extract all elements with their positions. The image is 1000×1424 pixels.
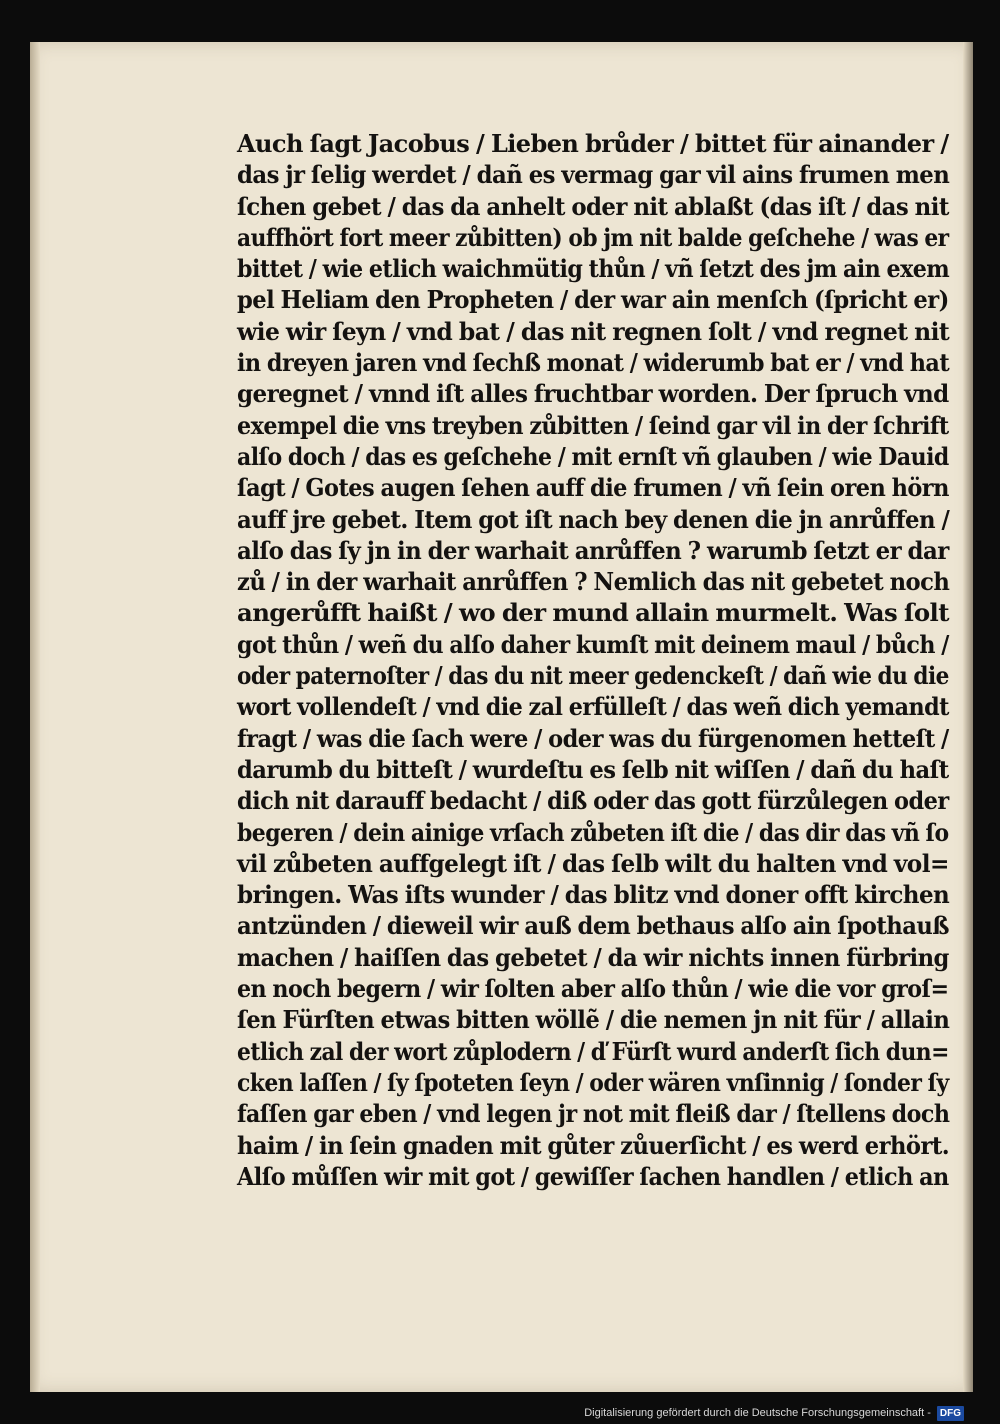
text-line: dich nit darauff bedacht / diß oder das gott fürzůlegen oder: [237, 786, 949, 816]
text-line: Auch ſagt Jacobus / Lieben brůder / bittet für ainander /: [237, 129, 949, 158]
text-line: pel Heliam den Propheten / der war ain menſch (ſpricht er): [237, 285, 949, 315]
text-line: auff jre gebet. Item got iſt nach bey denen die jn anrůffen /: [237, 504, 950, 534]
text-line: geregnet / vnnd iſt alles fruchtbar worden. Der ſpruch vnd: [237, 379, 949, 409]
text-line: darumb du bitteſt / wurdeſtu es ſelb nit wiſſen / dañ du haſt: [237, 754, 949, 784]
text-line: alſo doch / das es geſchehe / mit ernſt vñ glauben / wie Dauid: [237, 441, 949, 471]
page-edge-right: [963, 42, 973, 1392]
page-edge-left: [30, 42, 40, 1392]
text-line: Alſo můſſen wir mit got / gewiſſer ſachen handlen / etlich an: [237, 1161, 949, 1191]
text-line: cken laſſen / ſy ſpoteten ſeyn / oder wären vnſinnig / ſonder ſy: [237, 1067, 949, 1097]
credit-text: Digitalisierung gefördert durch die Deutsche Forschungsgemeinschaft -: [584, 1407, 931, 1419]
digitization-credit: [584, 1405, 964, 1421]
text-line: auffhört fort meer zůbitten) ob jm nit balde geſchehe / was er: [237, 222, 949, 252]
text-line: faſſen gar eben / vnd legen jr not mit fleiß dar / ſtellens doch: [237, 1099, 950, 1129]
text-line: alſo das ſy jn in der warhait anrůffen ? warumb ſetzt er dar: [237, 535, 949, 565]
text-line: in dreyen jaren vnd ſechß monat / widerumb bat er / vnd hat: [237, 348, 950, 378]
text-line: haim / in ſein gnaden mit gůter zůuerſicht / es werd erhört.: [237, 1130, 950, 1160]
text-line: angerůfft haißt / wo der mund allain murmelt. Was ſolt: [237, 598, 949, 628]
text-line: bringen. Was iſts wunder / das blitz vnd doner offt kirchen: [237, 880, 950, 910]
text-line: en noch begern / wir ſolten aber alſo thůn / wie die vor groſ=: [237, 974, 949, 1004]
text-line: ſagt / Gotes augen ſehen auff die frumen / vñ ſein oren hörn: [237, 473, 949, 503]
text-line: ſen Fürſten etwas bitten wöllẽ / die nemen jn nit für / allain: [237, 1005, 950, 1035]
text-line: bittet / wie etlich waichmütig thůn / vñ ſetzt des jm ain exem: [237, 254, 950, 284]
text-line: got thůn / weñ du alſo daher kumſt mit deinem maul / bůch /: [237, 629, 949, 659]
text-line: exempel die vns treyben zůbitten / ſeind gar vil in der ſchrift: [237, 410, 949, 440]
text-block: [237, 128, 949, 1192]
text-line: etlich zal der wort zůplodern / ď Fürſt wurd anderſt ſich dun=: [237, 1036, 949, 1066]
text-line: vil zůbeten auffgelegt iſt / das ſelb wilt du halten vnd vol=: [237, 848, 949, 878]
text-line: ſchen gebet / das da anhelt oder nit ablaßt (das iſt / das nit: [237, 191, 949, 221]
text-line: wort vollendeſt / vnd die zal erfülleſt / das weñ dich yemandt: [237, 692, 949, 722]
text-line: zů / in der warhait anrůffen ? Nemlich das nit gebetet noch: [237, 567, 950, 597]
dfg-logo: DFG: [937, 1406, 964, 1421]
text-line: begeren / dein ainige vrſach zůbeten iſt die / das dir das vñ ſo: [237, 817, 949, 847]
text-line: antzünden / dieweil wir auß dem bethaus alſo ain ſpothauß: [237, 911, 949, 941]
text-line: oder paternoſter / das du nit meer gedenckeſt / dañ wie du die: [237, 661, 949, 691]
text-line: fragt / was die ſach were / oder was du fürgenomen hetteſt /: [237, 723, 949, 753]
text-line: machen / haiſſen das gebetet / da wir nichts innen fürbring: [237, 942, 949, 972]
text-line: wie wir ſeyn / vnd bat / das nit regnen ſolt / vnd regnet nit: [237, 316, 950, 346]
text-line: das jr ſelig werdet / dañ es vermag gar vil ains frumen men: [237, 160, 950, 190]
